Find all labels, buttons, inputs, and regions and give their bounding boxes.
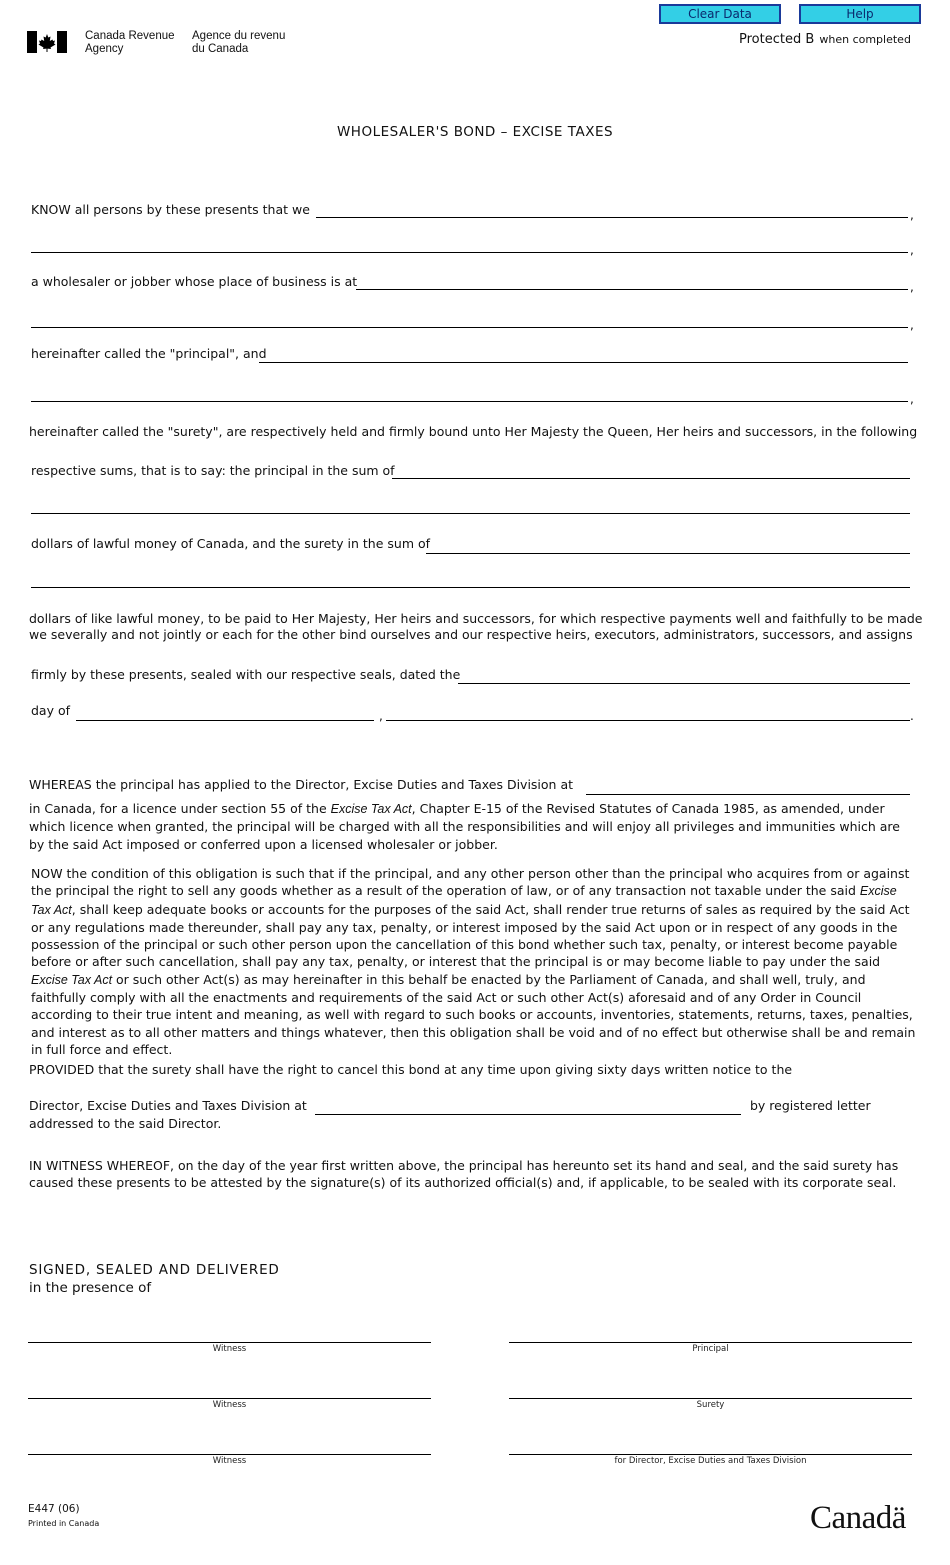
form-number: E447 (06) (28, 1503, 80, 1515)
place-of-business-field-2[interactable] (31, 312, 908, 328)
director-location-field[interactable] (586, 779, 910, 795)
now-text-2: , shall keep adequate books or accounts for the purposes of the said Act, shall render true returns of sales as required by the said Act or any regulations made thereunder, shall pay any tax, penalty, or interest imposed by the said Act upon or in respect of any goods in the possession of the principal or such other person upon the cancellation of this bond whether such tax, penalty, or interest become payable before or after such cancellation, shall pay any tax, penalty, or interest that the principal is or may become liable to pay under the said (31, 901, 910, 970)
surety-sum-field-2[interactable] (31, 572, 910, 588)
clear-data-button[interactable]: Clear Data (659, 4, 781, 24)
principal-label-sig: Principal (692, 1344, 729, 1354)
agency-fr-line2: du Canada (192, 42, 249, 55)
comma: , (910, 280, 914, 294)
place-of-business-field[interactable] (356, 274, 908, 290)
witness-label-3: Witness (212, 1456, 247, 1466)
page-title: WHOLESALER'S BOND – EXCISE TAXES (336, 124, 614, 140)
now-text-3: or such other Act(s) as may hereinafter in this behalf be enacted by the Parliament of Canada, and shall well, truly, and faithfully comply with all the enactments and requirements of the said Act or such other Act(s) aforesaid and of any Order in Council according to their true intent and meaning, as well with regard to such books or accounts, inventories, statements, returns, taxes, penalties, and interest as to all other matters and things whatever, then this obligation shall be void and of no effect but otherwise shall be and remain in full force and effect. (31, 971, 916, 1057)
whereas-text-post: , Chapter E-15 of the Revised Statutes of Canada 1985, as amended, under which licence when granted, the principal will be charged with all the responsibilities and will enjoy all privileges and immunities which are by the said Act imposed or conferred upon a licensed wholesaler or jobber. (29, 801, 900, 852)
comma: , (379, 709, 383, 723)
director-signature-line[interactable] (509, 1454, 912, 1455)
surety-signature-line[interactable] (509, 1398, 912, 1399)
comma: , (910, 392, 914, 406)
director-address-field[interactable] (315, 1099, 741, 1115)
witness-signature-line-3[interactable] (28, 1454, 431, 1455)
wholesaler-label: a wholesaler or jobber whose place of business is at (31, 274, 358, 289)
printed-in-canada: Printed in Canada (28, 1519, 100, 1528)
dollars-label: dollars of lawful money of Canada, and the surety in the sum of (31, 536, 431, 551)
period: . (910, 709, 914, 723)
firmly-label: firmly by these presents, sealed with our respective seals, dated the (31, 667, 461, 682)
registered-label: by registered letter (750, 1098, 871, 1113)
comma: , (910, 318, 914, 332)
help-button[interactable]: Help (799, 4, 921, 24)
agency-name-fr (192, 30, 285, 55)
surety-label-sig: Surety (696, 1400, 725, 1410)
witness-label-2: Witness (212, 1400, 247, 1410)
canada-wordmark: Canadä (810, 1500, 906, 1536)
protected-label: Protected B (739, 32, 815, 47)
agency-en-line1: Canada Revenue (85, 30, 175, 42)
day-of-label: day of (31, 703, 71, 718)
dollars-like-line1: dollars of like lawful money, to be paid to Her Majesty, Her heirs and successors, for which respective payments well and faithfully to be made (29, 611, 923, 626)
director-label: Director, Excise Duties and Taxes Division at (29, 1098, 307, 1113)
obligors-name-field-2[interactable] (31, 237, 908, 253)
condition-paragraph (31, 865, 916, 1058)
know-label: KNOW all persons by these presents that we (31, 202, 310, 217)
government-logo (27, 31, 67, 57)
witness-signature-line-2[interactable] (28, 1398, 431, 1399)
addressed-label: addressed to the said Director. (29, 1116, 222, 1131)
whereas-label: WHEREAS the principal has applied to the Director, Excise Duties and Taxes Division at (29, 777, 574, 792)
whereas-text-pre: in Canada, for a licence under section 55 of the (29, 801, 331, 816)
witness-label-1: Witness (212, 1344, 247, 1354)
surety-sum-field[interactable] (426, 538, 910, 554)
in-witness-paragraph: IN WITNESS WHEREOF, on the day of the year first written above, the principal has hereunto set its hand and seal, and the said surety has caused these presents to be attested by the signature(s) of its authorized official(s) and, if applicable, to be sealed with its corporate seal. (29, 1158, 899, 1191)
comma: , (910, 243, 914, 257)
presence-label: in the presence of (29, 1280, 152, 1296)
director-label-sig: for Director, Excise Duties and Taxes Division (614, 1456, 807, 1466)
month-field[interactable] (76, 705, 374, 721)
dollars-like-line2: we severally and not jointly or each for the other bind ourselves and our respective heirs, executors, administrators, successors, and assigns (29, 627, 913, 642)
surety-text: hereinafter called the "surety", are respectively held and firmly bound unto Her Majesty the Queen, Her heirs and successors, in the following (29, 424, 918, 439)
now-act-2: Excise Tax Act (31, 972, 113, 987)
signed-sealed-heading: SIGNED, SEALED AND DELIVERED (29, 1262, 280, 1278)
comma: , (910, 208, 914, 222)
obligors-name-field[interactable] (316, 202, 908, 218)
dated-field[interactable] (458, 668, 910, 684)
provided-text: PROVIDED that the surety shall have the right to cancel this bond at any time upon giving sixty days written notice to the (29, 1062, 793, 1077)
witness-signature-line-1[interactable] (28, 1342, 431, 1343)
agency-name-en (85, 30, 175, 55)
year-field[interactable] (386, 705, 910, 721)
principal-sum-field[interactable] (392, 463, 910, 479)
agency-fr-line1: Agence du revenu (192, 30, 286, 42)
surety-name-field[interactable] (259, 347, 908, 363)
principal-label: hereinafter called the "principal", and (31, 346, 267, 361)
whereas-act: Excise Tax Act (330, 802, 412, 816)
canada-flag-icon (27, 31, 67, 53)
surety-name-field-2[interactable] (31, 386, 908, 402)
protected-status (739, 28, 911, 47)
whereas-paragraph (29, 800, 914, 853)
now-act-1: Excise Tax Act (31, 884, 897, 917)
principal-sum-field-2[interactable] (31, 498, 910, 514)
agency-en-line2: Agency (85, 42, 124, 55)
now-text-1: NOW the condition of this obligation is such that if the principal, and any other person other than the principal who acquires from or against the principal the right to sell any goods whether as a result of the operation of law, or of any transaction not taxable under the said (31, 866, 910, 899)
principal-signature-line[interactable] (509, 1342, 912, 1343)
protected-suffix: when completed (819, 33, 911, 46)
sums-label: respective sums, that is to say: the principal in the sum of (31, 463, 395, 478)
